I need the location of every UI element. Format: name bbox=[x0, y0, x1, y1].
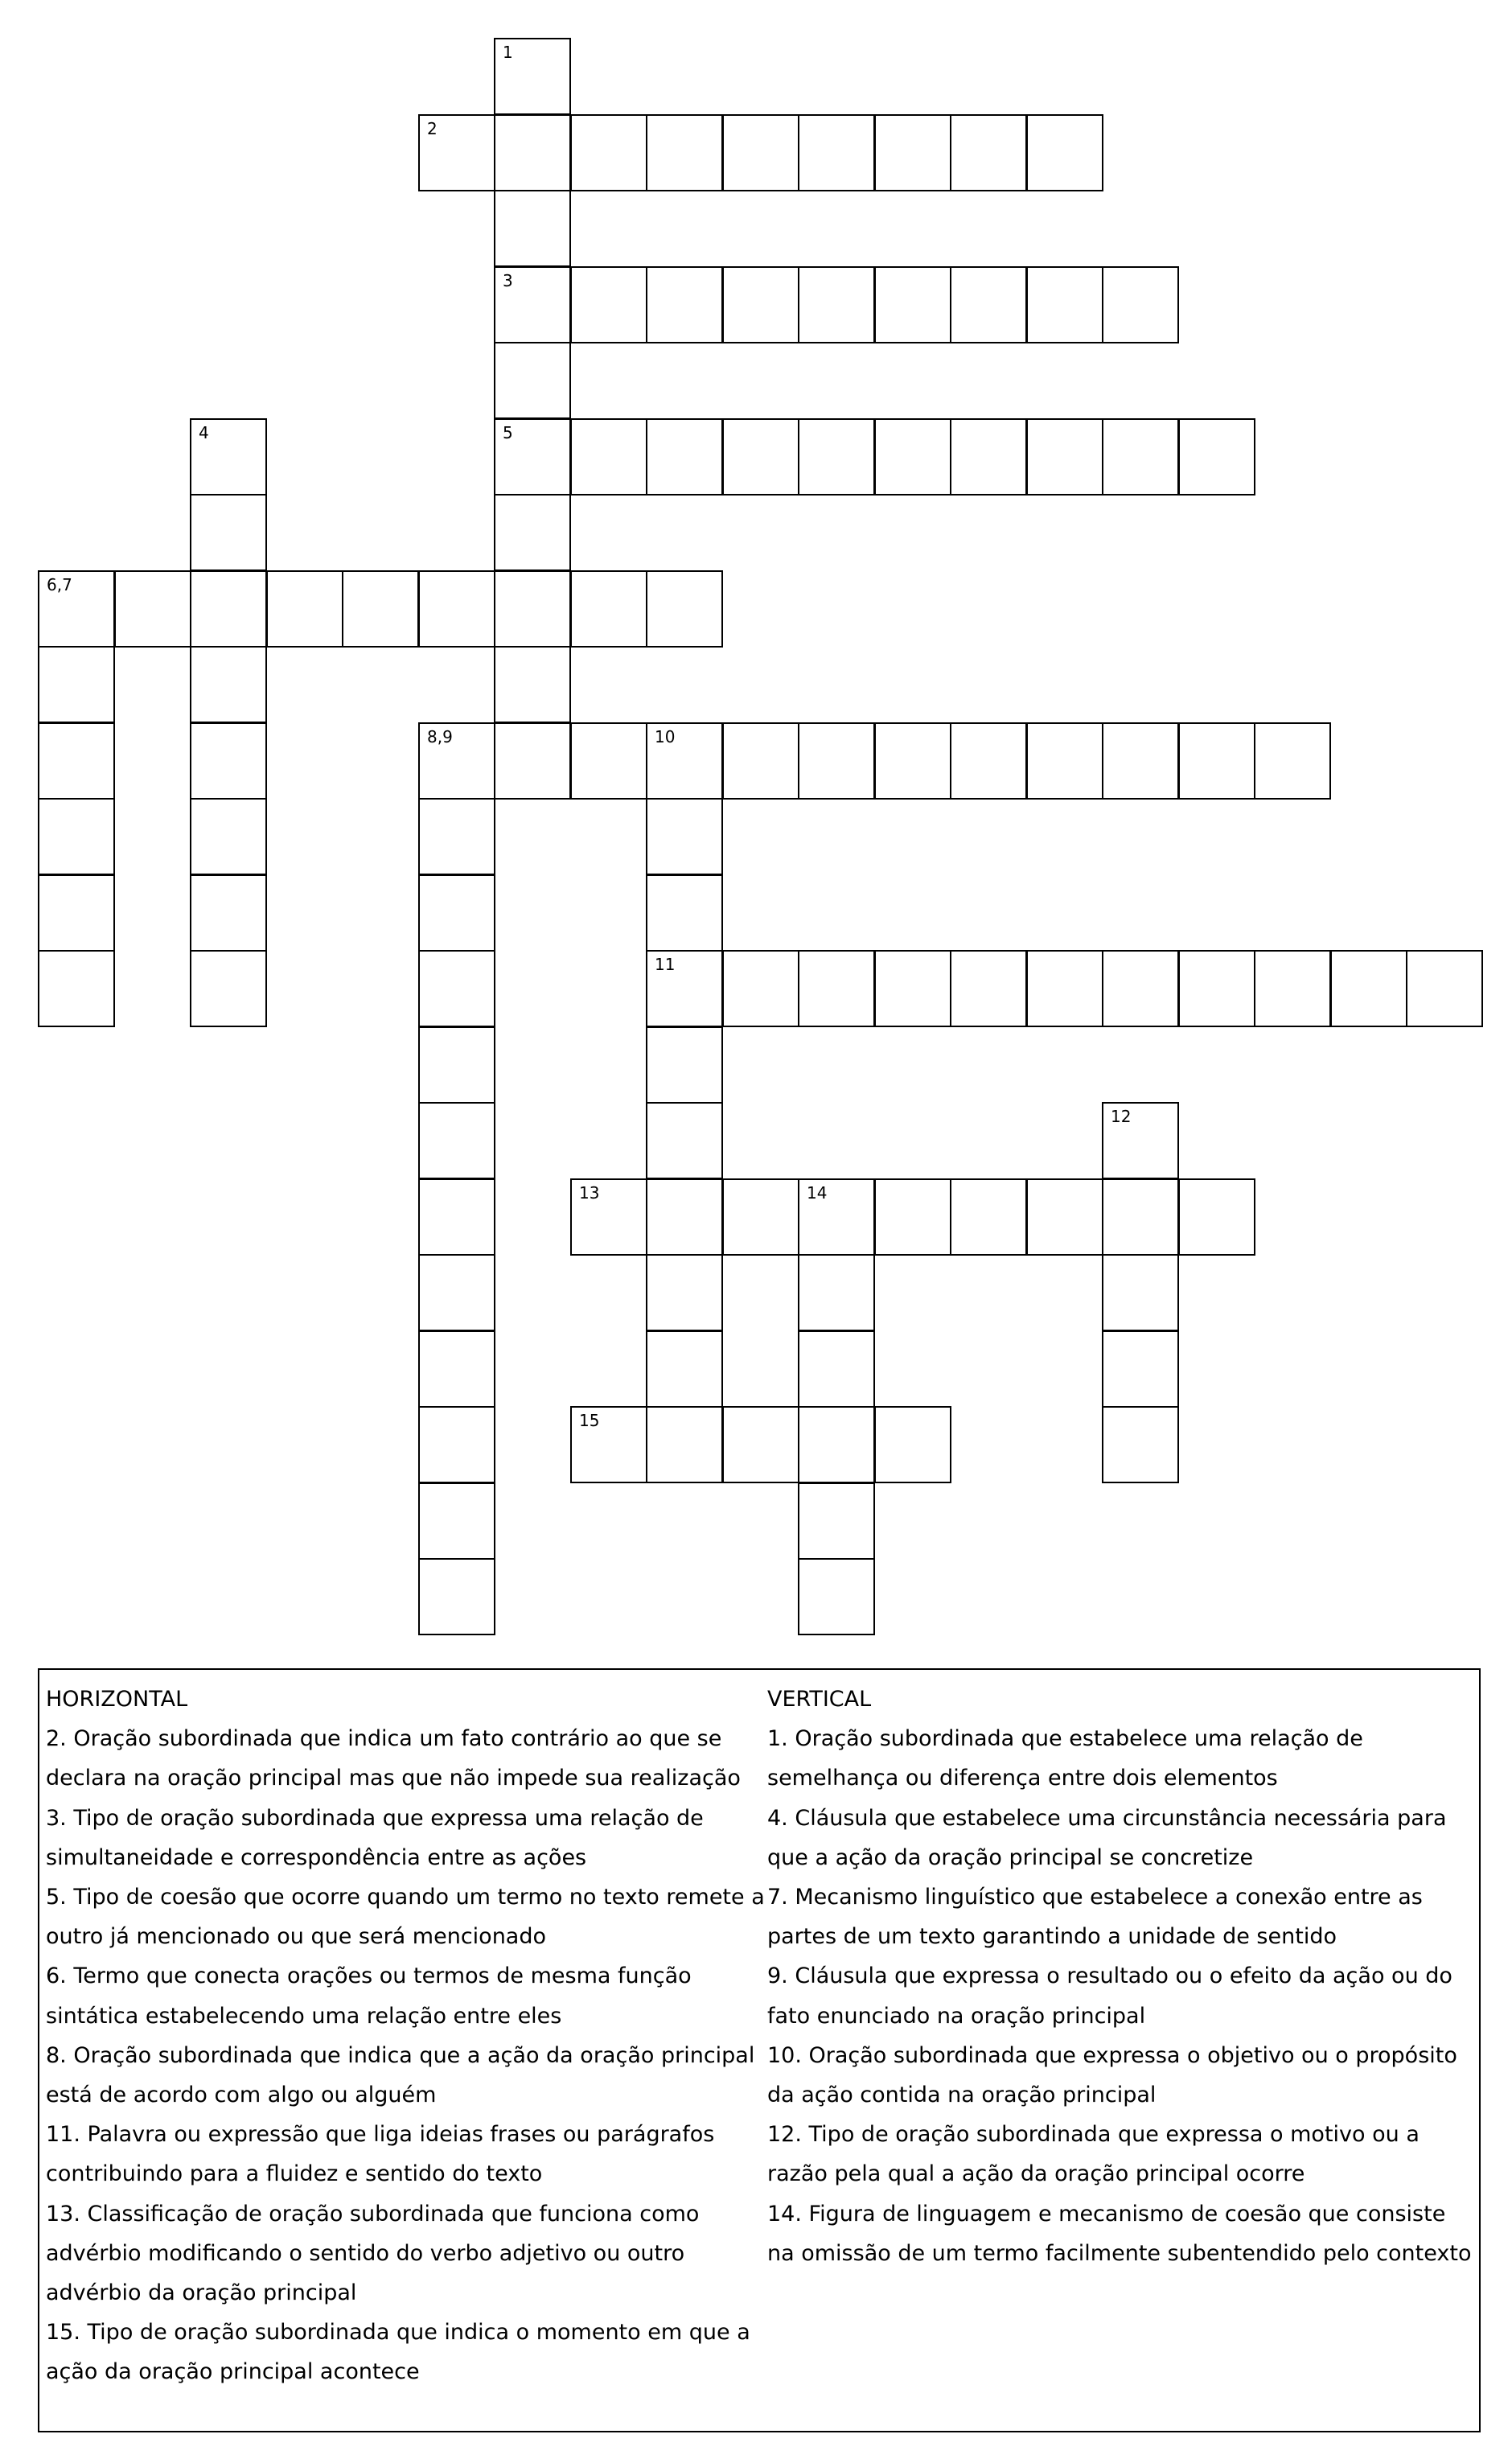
grid-cell[interactable] bbox=[1026, 1178, 1103, 1256]
grid-cell[interactable] bbox=[190, 494, 267, 571]
grid-cell[interactable] bbox=[722, 266, 799, 343]
grid-cell[interactable] bbox=[874, 722, 951, 800]
grid-cell[interactable] bbox=[418, 1558, 495, 1635]
grid-cell[interactable] bbox=[1102, 722, 1179, 800]
grid-cell[interactable] bbox=[798, 1558, 875, 1635]
grid-cell[interactable] bbox=[570, 266, 647, 343]
clue-number: 2 bbox=[427, 119, 438, 138]
clue-h-11: 11. Palavra ou expressão que liga ideias frases ou parágrafos contribuindo para a fluidez e sentido do texto bbox=[46, 2122, 715, 2187]
grid-cell[interactable] bbox=[418, 1330, 495, 1408]
grid-cell[interactable] bbox=[418, 798, 495, 875]
grid-cell[interactable] bbox=[190, 798, 267, 875]
grid-cell[interactable] bbox=[494, 266, 571, 343]
clue-number: 12 bbox=[1111, 1107, 1132, 1126]
grid-cell[interactable] bbox=[38, 722, 115, 800]
grid-cell[interactable] bbox=[950, 1178, 1027, 1256]
grid-cell[interactable] bbox=[798, 722, 875, 800]
grid-cell[interactable] bbox=[798, 266, 875, 343]
grid-cell[interactable] bbox=[38, 570, 115, 648]
grid-cell[interactable] bbox=[798, 114, 875, 191]
grid-cell[interactable] bbox=[874, 418, 951, 495]
grid-cell[interactable] bbox=[722, 722, 799, 800]
grid-cell[interactable] bbox=[418, 114, 495, 191]
clue-number: 8,9 bbox=[427, 727, 453, 746]
grid-cell[interactable] bbox=[646, 950, 723, 1027]
grid-cell[interactable] bbox=[1026, 266, 1103, 343]
grid-cell[interactable] bbox=[190, 722, 267, 800]
grid-cell[interactable] bbox=[950, 266, 1027, 343]
grid-cell[interactable] bbox=[494, 190, 571, 267]
grid-cell[interactable] bbox=[190, 570, 267, 648]
clue-number: 14 bbox=[807, 1183, 828, 1203]
clue-v-10: 10. Oração subordinada que expressa o objetivo ou o propósito da ação contida na oração principal bbox=[767, 2042, 1457, 2108]
grid-cell[interactable] bbox=[1102, 1102, 1179, 1179]
grid-cell[interactable] bbox=[190, 950, 267, 1027]
vertical-clues bbox=[767, 1680, 1475, 2273]
grid-cell[interactable] bbox=[646, 418, 723, 495]
grid-cell[interactable] bbox=[722, 950, 799, 1027]
grid-cell[interactable] bbox=[418, 950, 495, 1027]
clue-v-1: 1. Oração subordinada que estabelece uma relação de semelhança ou diferença entre dois elementos bbox=[767, 1726, 1363, 1791]
grid-cell[interactable] bbox=[418, 874, 495, 952]
grid-cell[interactable] bbox=[874, 114, 951, 191]
grid-cell[interactable] bbox=[1026, 418, 1103, 495]
grid-cell[interactable] bbox=[418, 1102, 495, 1179]
clue-number: 5 bbox=[503, 423, 513, 442]
clue-h-8: 8. Oração subordinada que indica que a ação da oração principal está de acordo com algo ou alguém bbox=[46, 2042, 755, 2108]
grid-cell[interactable] bbox=[1102, 1330, 1179, 1408]
clue-h-6: 6. Termo que conecta orações ou termos de mesma função sintática estabelecendo uma relação entre eles bbox=[46, 1963, 692, 2029]
grid-cell[interactable] bbox=[798, 1178, 875, 1256]
grid-cell[interactable] bbox=[1254, 722, 1331, 800]
grid-cell[interactable] bbox=[494, 570, 571, 648]
grid-cell[interactable] bbox=[38, 646, 115, 723]
clue-h-13: 13. Classificação de oração subordinada que funciona como advérbio modificando o sentido do verbo adjetivo ou outro advérbio da oração principal bbox=[46, 2201, 700, 2306]
clue-number: 4 bbox=[199, 423, 209, 442]
clue-v-4: 4. Cláusula que estabelece uma circunstância necessária para que a ação da oração principal se concretize bbox=[767, 1805, 1447, 1870]
clue-number: 15 bbox=[579, 1411, 600, 1430]
grid-cell[interactable] bbox=[266, 570, 343, 648]
grid-cell[interactable] bbox=[646, 1406, 723, 1483]
horizontal-title: HORIZONTAL bbox=[46, 1687, 188, 1712]
grid-cell[interactable] bbox=[1026, 950, 1103, 1027]
grid-cell[interactable] bbox=[646, 1026, 723, 1104]
grid-cell[interactable] bbox=[874, 1178, 951, 1256]
grid-cell[interactable] bbox=[646, 1254, 723, 1331]
grid-cell[interactable] bbox=[950, 418, 1027, 495]
grid-cell[interactable] bbox=[1102, 1406, 1179, 1483]
grid-cell[interactable] bbox=[570, 1406, 647, 1483]
grid-cell[interactable] bbox=[1178, 418, 1255, 495]
grid-cell[interactable] bbox=[722, 114, 799, 191]
clue-h-15: 15. Tipo de oração subordinada que indica o momento em que a ação da oração principal acontece bbox=[46, 2320, 750, 2385]
grid-cell[interactable] bbox=[1026, 722, 1103, 800]
clue-number: 11 bbox=[655, 955, 676, 974]
grid-cell[interactable] bbox=[950, 950, 1027, 1027]
grid-cell[interactable] bbox=[722, 1178, 799, 1256]
grid-cell[interactable] bbox=[646, 266, 723, 343]
grid-cell[interactable] bbox=[418, 1026, 495, 1104]
grid-cell[interactable] bbox=[570, 114, 647, 191]
grid-cell[interactable] bbox=[1102, 418, 1179, 495]
grid-cell[interactable] bbox=[646, 1178, 723, 1256]
grid-cell[interactable] bbox=[798, 1254, 875, 1331]
grid-cell[interactable] bbox=[1178, 722, 1255, 800]
grid-cell[interactable] bbox=[1102, 950, 1179, 1027]
grid-cell[interactable] bbox=[646, 114, 723, 191]
grid-cell[interactable] bbox=[798, 418, 875, 495]
grid-cell[interactable] bbox=[570, 722, 647, 800]
grid-cell[interactable] bbox=[114, 570, 191, 648]
clue-v-9: 9. Cláusula que expressa o resultado ou o efeito da ação ou do fato enunciado na oração principal bbox=[767, 1963, 1452, 2029]
grid-cell[interactable] bbox=[798, 1482, 875, 1560]
grid-cell[interactable] bbox=[494, 114, 571, 191]
clue-number: 1 bbox=[503, 43, 513, 62]
grid-cell[interactable] bbox=[1102, 266, 1179, 343]
clue-h-2: 2. Oração subordinada que indica um fato contrário ao que se declara na oração principal mas que não impede sua realização bbox=[46, 1726, 741, 1791]
clue-number: 6,7 bbox=[47, 575, 72, 594]
grid-cell[interactable] bbox=[646, 874, 723, 952]
grid-cell[interactable] bbox=[646, 1330, 723, 1408]
grid-cell[interactable] bbox=[38, 874, 115, 952]
grid-cell[interactable] bbox=[570, 1178, 647, 1256]
grid-cell[interactable] bbox=[646, 722, 723, 800]
grid-cell[interactable] bbox=[190, 418, 267, 495]
grid-cell[interactable] bbox=[874, 1406, 951, 1483]
grid-cell[interactable] bbox=[722, 1406, 799, 1483]
grid-cell[interactable] bbox=[418, 722, 495, 800]
grid-cell[interactable] bbox=[874, 266, 951, 343]
grid-cell[interactable] bbox=[1330, 950, 1407, 1027]
grid-cell[interactable] bbox=[1102, 1178, 1179, 1256]
grid-cell[interactable] bbox=[418, 1178, 495, 1256]
grid-cell[interactable] bbox=[1254, 950, 1331, 1027]
clue-h-3: 3. Tipo de oração subordinada que expressa uma relação de simultaneidade e correspondência entre as ações bbox=[46, 1805, 704, 1870]
grid-cell[interactable] bbox=[190, 874, 267, 952]
grid-cell[interactable] bbox=[646, 570, 723, 648]
clue-number: 13 bbox=[579, 1183, 600, 1203]
grid-cell[interactable] bbox=[418, 1254, 495, 1331]
grid-cell[interactable] bbox=[38, 798, 115, 875]
clue-number: 10 bbox=[655, 727, 676, 746]
clue-v-7: 7. Mecanismo linguístico que estabelece a conexão entre as partes de um texto garantindo a unidade de sentido bbox=[767, 1885, 1423, 1950]
grid-cell[interactable] bbox=[190, 646, 267, 723]
grid-cell[interactable] bbox=[494, 722, 571, 800]
grid-cell[interactable] bbox=[950, 114, 1027, 191]
grid-cell[interactable] bbox=[1406, 950, 1483, 1027]
grid-cell[interactable] bbox=[494, 494, 571, 571]
grid-cell[interactable] bbox=[1026, 114, 1103, 191]
vertical-title: VERTICAL bbox=[767, 1687, 872, 1712]
grid-cell[interactable] bbox=[1102, 1254, 1179, 1331]
grid-cell[interactable] bbox=[798, 1330, 875, 1408]
grid-cell[interactable] bbox=[342, 570, 419, 648]
clue-v-12: 12. Tipo de oração subordinada que expressa o motivo ou a razão pela qual a ação da oração principal ocorre bbox=[767, 2122, 1420, 2187]
grid-cell[interactable] bbox=[874, 950, 951, 1027]
grid-cell[interactable] bbox=[798, 950, 875, 1027]
grid-cell[interactable] bbox=[1178, 950, 1255, 1027]
grid-cell[interactable] bbox=[418, 570, 495, 648]
grid-cell[interactable] bbox=[418, 1406, 495, 1483]
grid-cell[interactable] bbox=[798, 1406, 875, 1483]
grid-cell[interactable] bbox=[570, 418, 647, 495]
grid-cell[interactable] bbox=[494, 38, 571, 115]
grid-cell[interactable] bbox=[38, 950, 115, 1027]
grid-cell[interactable] bbox=[494, 342, 571, 419]
grid-cell[interactable] bbox=[1178, 1178, 1255, 1256]
clue-number: 3 bbox=[503, 271, 513, 290]
grid-cell[interactable] bbox=[418, 1482, 495, 1560]
grid-cell[interactable] bbox=[494, 418, 571, 495]
grid-cell[interactable] bbox=[722, 418, 799, 495]
clues-box bbox=[38, 1668, 1481, 2432]
grid-cell[interactable] bbox=[646, 798, 723, 875]
grid-cell[interactable] bbox=[646, 1102, 723, 1179]
grid-cell[interactable] bbox=[494, 646, 571, 723]
clue-v-14: 14. Figura de linguagem e mecanismo de coesão que consiste na omissão de um termo facilmente subentendido pelo contexto bbox=[767, 2201, 1472, 2266]
horizontal-clues bbox=[46, 1680, 774, 2392]
clue-h-5: 5. Tipo de coesão que ocorre quando um termo no texto remete a outro já mencionado ou que será mencionado bbox=[46, 1885, 765, 1950]
grid-cell[interactable] bbox=[570, 570, 647, 648]
grid-cell[interactable] bbox=[950, 722, 1027, 800]
